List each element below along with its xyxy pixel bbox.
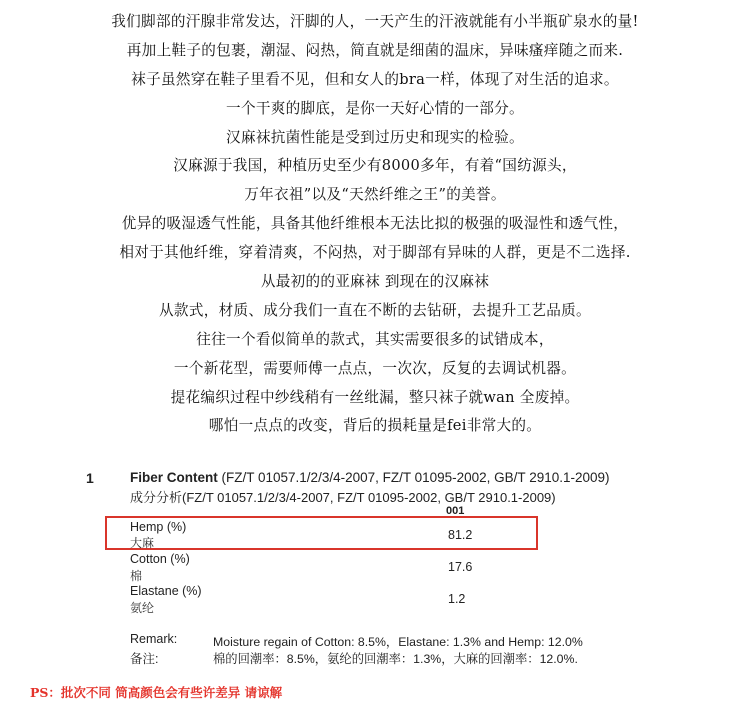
ps-note: PS：批次不同 筒高颜色会有些许差异 请谅解 — [30, 685, 283, 700]
intro-line: 汉麻袜抗菌性能是受到过历史和现实的检验。 — [226, 128, 524, 146]
fiber-name-zh-elastane: 氨纶 — [130, 601, 155, 615]
intro-line: 从款式，材质、成分我们一直在不断的去钻研，去提升工艺品质。 — [159, 301, 591, 319]
sample-column-header: 001 — [446, 505, 465, 517]
intro-line: 袜子虽然穿在鞋子里看不见，但和女人的bra一样，体现了对生活的追求。 — [131, 70, 619, 88]
section-number: 1 — [86, 470, 94, 486]
intro-line: 一个干爽的脚底，是你一天好心情的一部分。 — [226, 99, 524, 117]
intro-line: 再加上鞋子的包裹，潮湿、闷热，简直就是细菌的温床，异味瘙痒随之而来. — [126, 41, 624, 59]
section-subtitle: 成分分析(FZ/T 01057.1/2/3/4-2007, FZ/T 01095-2002, GB/T 2910.1-2009) — [130, 490, 556, 505]
intro-line: 我们脚部的汗腺非常发达，汗脚的人，一天产生的汗液就能有小半瓶矿泉水的量! — [111, 13, 639, 30]
fiber-content-report — [0, 462, 750, 702]
intro-line: 汉麻源于我国，种植历史至少有8000多年，有着“国纺源头， — [173, 157, 577, 175]
remark-label-zh: 备注: — [130, 652, 159, 666]
fiber-name-hemp: Hemp (%) — [130, 520, 187, 534]
fiber-value-elastane: 1.2 — [448, 592, 466, 606]
remark-label: Remark: — [130, 632, 178, 646]
remark-text-zh: 棉的回潮率：8.5%，氨纶的回潮率：1.3%，大麻的回潮率：12.0%. — [213, 652, 578, 666]
intro-line: 一个新花型，需要师傅一点点，一次次，反复的去调试机器。 — [173, 359, 577, 377]
fiber-name-cotton: Cotton (%) — [130, 552, 190, 566]
intro-line: 优异的吸湿透气性能，具备其他纤维根本无法比拟的极强的吸湿性和透气性， — [121, 215, 629, 233]
fiber-value-hemp: 81.2 — [448, 528, 473, 542]
intro-line: 提花编织过程中纱线稍有一丝纰漏，整只袜子就wan 全废掉。 — [170, 388, 580, 406]
fiber-name-elastane: Elastane (%) — [130, 584, 202, 598]
fiber-name-zh-hemp: 大麻 — [130, 536, 155, 550]
section-title — [130, 470, 610, 485]
intro-line: 从最初的的亚麻袜 到现在的汉麻袜 — [260, 273, 490, 291]
section-title-label: Fiber Content — [130, 470, 218, 485]
section-title-standards: (FZ/T 01057.1/2/3/4-2007, FZ/T 01095-2002, GB/T 2910.1-2009) — [221, 470, 610, 485]
intro-line: 万年衣祖”以及“天然纤维之王”的美誉。 — [244, 186, 506, 204]
fiber-value-cotton: 17.6 — [448, 560, 473, 574]
intro-line: 相对于其他纤维，穿着清爽，不闷热，对于脚部有异味的人群，更是不二选择. — [119, 244, 631, 262]
remark-text: Moisture regain of Cotton: 8.5%，Elastane: 1.3% and Hemp: 12.0% — [213, 635, 583, 649]
intro-line: 往往一个看似简单的款式，其实需要很多的试错成本， — [196, 330, 554, 348]
intro-line: 哪怕一点点的改变，背后的损耗量是fei非常大的。 — [208, 417, 542, 435]
intro-text-block — [0, 8, 750, 441]
fiber-name-zh-cotton: 棉 — [130, 569, 143, 583]
